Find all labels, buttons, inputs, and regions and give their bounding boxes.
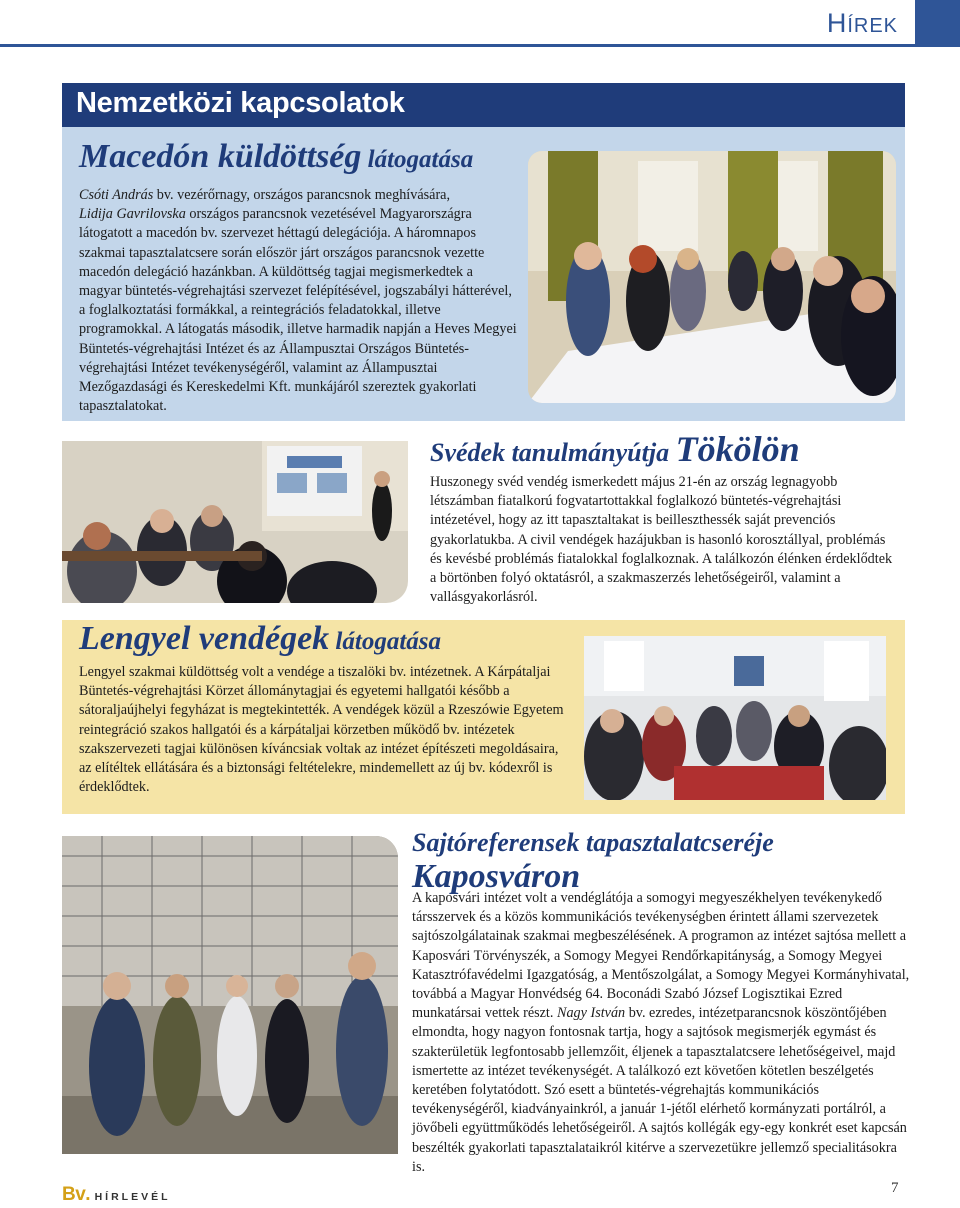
header-rule	[0, 44, 915, 47]
sajto-article-body: A kaposvári intézet volt a vendéglátója a somogyi megyeszékhelyen tevékenykedő társszervek és a közös kommunikációs tevékenységben érintett állami szervezetek sajtószolgálatainak szakmai megbeszélésének. A programon az intézet sajtósa mellett a Kaposvári Törvényszék, a Somogy Megyei Rendőrkapitányság, a Somogy Megyei Katasztrófavédelmi Igazgatóság, a Mentőszolgálat, a Somogy Megyei Kormányhivatal, továbbá a Magyar Honvédség 64. Boconádi Szabó József Logisztikai Ezred munkatársai vettek részt. Nagy István bv. ezredes, intézetparancsnok köszöntőjében elmondta, hogy nagyon fontosnak tartja, hogy a sajtósok megismerjék egymást és szakterületük legfontosabb jellemzőit, éljenek a tapasztalatcsere lehetőségeivel, majd ismertette az intézet tevékenységét. A találkozó ezt követően kötetlen beszélgetés keretében folytatódott. Szó esett a büntetés-végrehajtás kommunikációs tevékenységéről, kiadványainkról, a január 1-jétől elérhető kormányzati portálról, a jövőbeli együttműködés lehetőségeiről. A sajtós kollégák egy-egy konkrét eset kapcsán beszélték gyakorlati tapasztalataikról kitérve a szervezetükre jellemző specialitásokra is.	[412, 890, 910, 1175]
sajto-article-title-line2: Kaposváron	[412, 858, 581, 895]
lengyel-article-title: Lengyel vendégek látogatása	[79, 620, 441, 657]
newsletter-logo: Bv. HÍRLEVÉL	[62, 1184, 171, 1205]
page-number: 7	[891, 1180, 899, 1196]
sajto-article-title-line1: Sajtóreferensek tapasztalatcseréje	[412, 828, 774, 857]
section-label: HÍREK	[826, 8, 898, 38]
macedon-article-title: Macedón küldöttség látogatása	[79, 138, 474, 175]
sajto-courtyard-photo	[62, 836, 398, 1154]
svedek-article-body: Huszonegy svéd vendég ismerkedett május 21-én az ország legnagyobb létszámban fiatalkorú fogvatartottakkal foglalkozó büntetés-végrehajtási intézetével, hogy az itt tapasztaltakat is beilleszthessék saját prevenciós gyakorlatukba. A civil vendégek hazájukban is hasonló korosztállyal, problémás és kevésbé problémás fiatalokkal foglalkoznak. A találkozón élénken érdeklődtek a börtönben folyó oktatásról, a szakmaszerzés lehetőségeiről, valamint a vallásgyakorlásról.	[430, 474, 893, 606]
svedek-presentation-photo	[62, 441, 408, 603]
macedon-article-body: Csóti András bv. vezérőrnagy, országos parancsnok meghívására, Lidija Gavrilovska országos parancsnok vezetésével Magyarországra látogatott a macedón bv. szervezet héttagú delegációja. A háromnapos szakmai tapasztalatcsere során először járt országos parancsnok vezette macedón delegáció hazánkban. A küldöttség tagjai megismerkedtek a magyar büntetés-végrehajtási szervezet felépítésével, jogszabályi hátterével, a foglalkoztatási formákkal, a reintegrációs feladatokkal, illetve programokkal. A látogatás második, illetve harmadik napján a Heves Megyei Büntetés-végrehajtási Intézet és az Állampusztai Országos Büntetés-végrehajtási Intézet tevékenységéről, valamint az Állampusztai Mezőgazdasági és Kereskedelmi Kft. munkájáról szereztek gyakorlati tapasztalatokat.	[79, 187, 517, 415]
svedek-article-title: Svédek tanulmányútja Tökölön	[430, 429, 800, 469]
lengyel-article-body: Lengyel szakmai küldöttség volt a vendége a tiszalöki bv. intézetnek. A Kárpátaljai Büntetés-végrehajtási Körzet állománytagjai és egyetemi hallgatói később a sátoraljaújhelyi fegyházat is megtekintették. A vendégek közül a Rzeszówie Egyetem reintegráció szakos hallgatói és a kárpátaljai körzetben működő bv. intézetek szakszervezeti tagjai különösen kíváncsiak voltak az intézet építészeti megoldásaira, az elítéltek ellátására és a biztonsági feltételekre, mindemellett az új bv. kódexről is érdeklődtek.	[79, 664, 564, 796]
section-title: Nemzetközi kapcsolatok	[76, 87, 405, 119]
lengyel-classroom-photo	[584, 636, 886, 800]
macedon-meeting-photo	[528, 151, 896, 403]
header-tab	[915, 0, 960, 47]
section-title-bar	[62, 83, 905, 127]
